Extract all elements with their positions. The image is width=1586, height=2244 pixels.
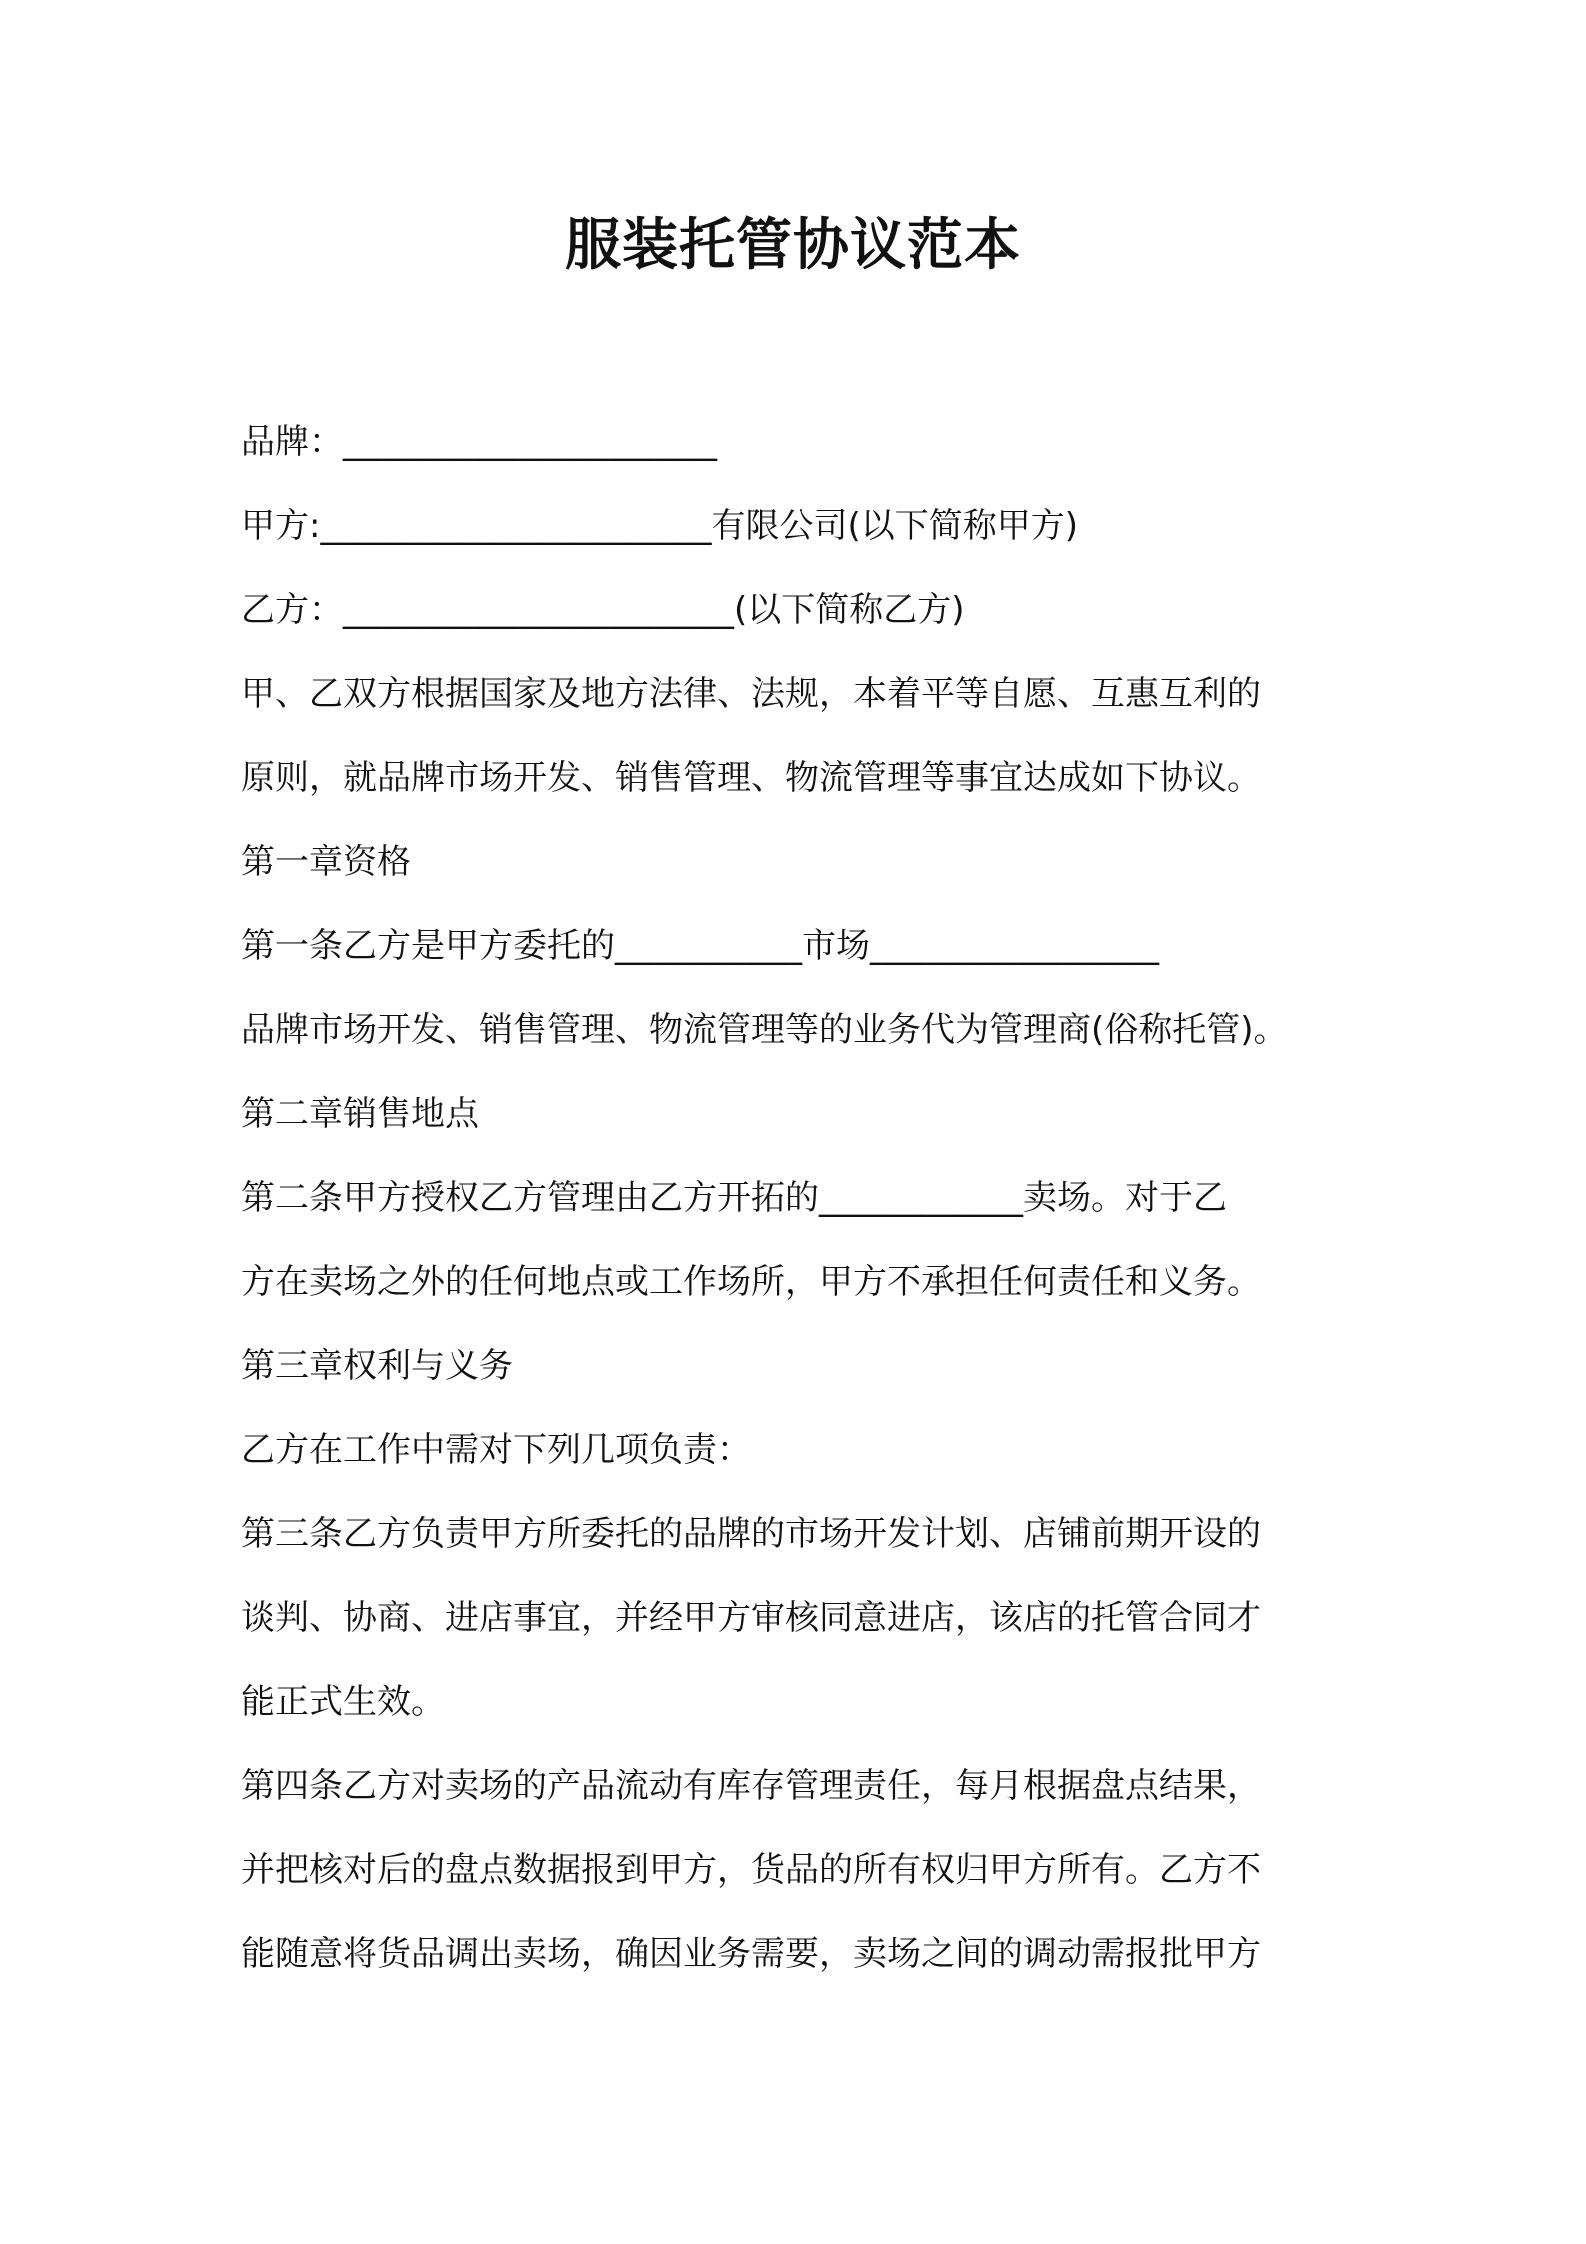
party-a-line: 甲方:_______________________有限公司(以下简称甲方) (241, 506, 1078, 546)
document-body (241, 400, 1361, 1996)
preamble-line: 甲、乙双方根据国家及地方法律、法规，本着平等自愿、互惠互利的 (241, 674, 1261, 714)
chapter-heading: 第二章销售地点 (241, 1094, 479, 1134)
document-title: 服装托管协议范本 (565, 213, 1021, 278)
article-line: 乙方在工作中需对下列几项负责： (241, 1430, 751, 1470)
preamble-line: 原则，就品牌市场开发、销售管理、物流管理等事宜达成如下协议。 (241, 758, 1261, 798)
article-line: 并把核对后的盘点数据报到甲方，货品的所有权归甲方所有。乙方不 (241, 1850, 1261, 1890)
article-line: 第四条乙方对卖场的产品流动有库存管理责任，每月根据盘点结果， (241, 1766, 1261, 1806)
article-line: 能随意将货品调出卖场，确因业务需要，卖场之间的调动需报批甲方 (241, 1934, 1261, 1974)
article-line: 第一条乙方是甲方委托的___________市场_________________ (241, 926, 1159, 966)
article-line: 品牌市场开发、销售管理、物流管理等的业务代为管理商(俗称托管)。 (241, 1010, 1288, 1050)
article-line: 第二条甲方授权乙方管理由乙方开拓的____________卖场。对于乙 (241, 1178, 1227, 1218)
party-b-line: 乙方：_______________________(以下简称乙方) (241, 590, 965, 630)
article-line: 方在卖场之外的任何地点或工作场所，甲方不承担任何责任和义务。 (241, 1262, 1261, 1302)
article-line: 谈判、协商、进店事宜，并经甲方审核同意进店，该店的托管合同才 (241, 1598, 1261, 1638)
article-line: 第三条乙方负责甲方所委托的品牌的市场开发计划、店铺前期开设的 (241, 1514, 1261, 1554)
article-line: 能正式生效。 (241, 1682, 445, 1722)
brand-line: 品牌：______________________ (241, 422, 717, 462)
chapter-heading: 第三章权利与义务 (241, 1346, 513, 1386)
chapter-heading: 第一章资格 (241, 842, 411, 882)
